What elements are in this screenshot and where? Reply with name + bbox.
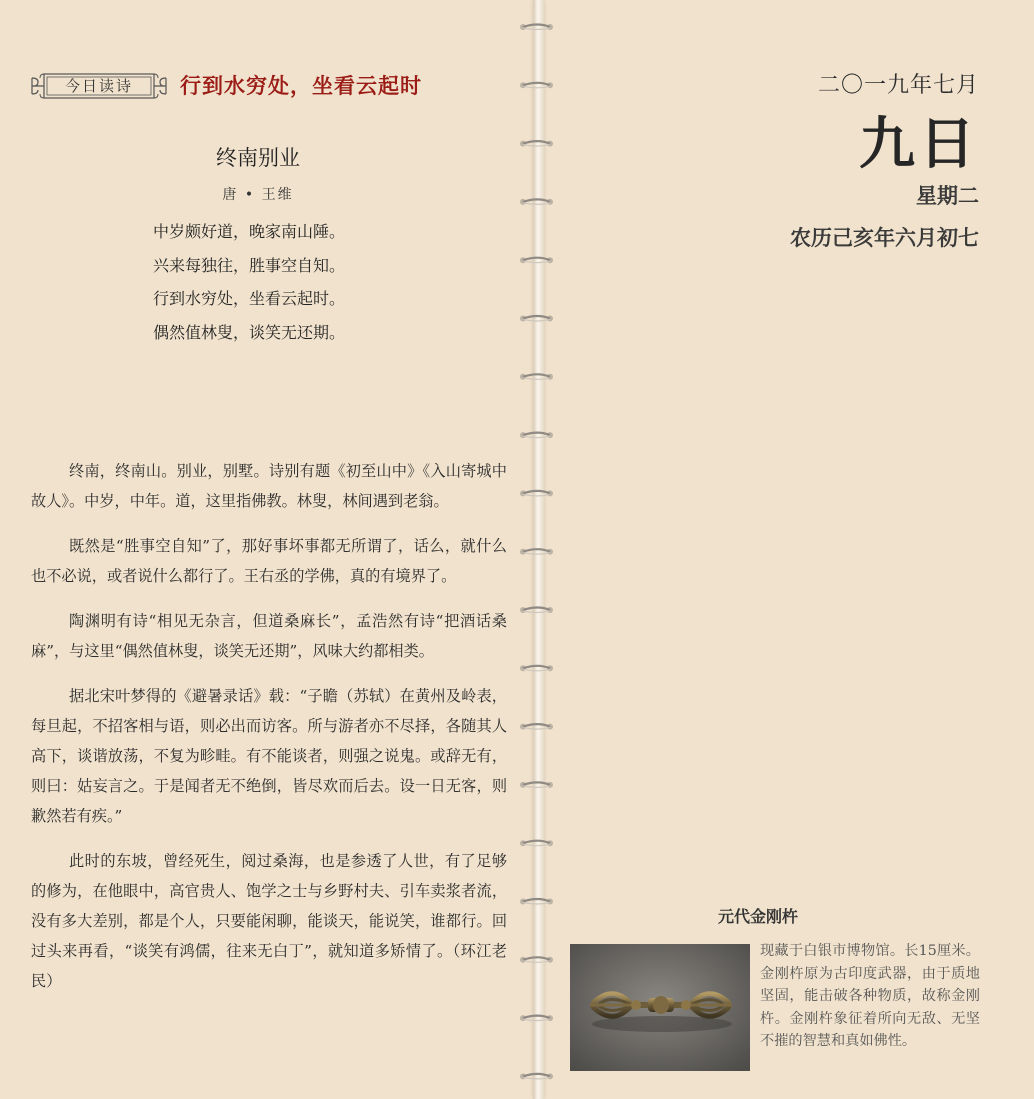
poem-author: 唐 • 王维 — [222, 187, 294, 203]
artifact-photo — [570, 944, 750, 1071]
commentary-paragraph: 既然是“胜事空自知”了，那好事坏事都无所谓了，话么，就什么也不必说，或者说什么都行了。王右丞的学佛，真的有境界了。 — [31, 537, 507, 585]
commentary-paragraph: 陶渊明有诗“相见无杂言，但道桑麻长”，孟浩然有诗“把酒话桑麻”，与这里“偶然值林叟，谈笑无还期”，风味大约都相类。 — [31, 612, 507, 660]
commentary-paragraph: 终南，终南山。别业，别墅。诗别有题《初至山中》《入山寄城中故人》。中岁，中年。道，这里指佛教。林叟，林间遇到老翁。 — [31, 462, 507, 510]
vajra-icon — [570, 944, 750, 1071]
today-poem-badge — [30, 68, 168, 104]
poem-line: 兴来每独往，胜事空自知。 — [153, 255, 346, 275]
commentary — [31, 456, 507, 1011]
poem-line: 行到水穷处，坐看云起时。 — [153, 289, 346, 308]
headline: 行到水穷处，坐看云起时 — [180, 74, 422, 98]
poem-line: 偶然值林叟，谈笑无还期。 — [153, 322, 346, 342]
poem-title: 终南别业 — [216, 146, 300, 170]
poem-line: 中岁颇好道，晚家南山陲。 — [153, 222, 346, 241]
badge-label: 今日读诗 — [64, 77, 133, 95]
page-binding — [533, 0, 544, 1099]
commentary-paragraph: 据北宋叶梦得的《避暑录话》载：“子瞻（苏轼）在黄州及岭表，每旦起，不招客相与语，则必出而访客。所与游者亦不尽择，各随其人高下，谈谐放荡，不复为畛畦。有不能谈者，则强之说鬼。或辞无有，则曰：姑妄言之。于是闻者无不绝倒，皆尽欢而后去。设一日无客，则歉然若有疾。” — [31, 687, 507, 825]
date-weekday: 星期二 — [916, 183, 979, 208]
poem-body — [153, 220, 345, 354]
commentary-paragraph: 此时的东坡，曾经死生，阅过桑海，也是参透了人世，有了足够的修为，在他眼中，高官贵人、饱学之士与乡野村夫、引车卖浆者流，没有多大差别，都是个人，只要能闲聊，能谈天，能说笑，谁都行。回过头来再看，“谈笑有鸿儒，往来无白丁”，就知道多矫情了。（环江老民） — [31, 852, 507, 990]
artifact-title: 元代金刚杵 — [718, 907, 799, 926]
date-year-month: 二〇一九年七月 — [817, 73, 979, 98]
date-lunar: 农历己亥年六月初七 — [790, 225, 979, 250]
artifact-description: 现藏于白银市博物馆。长15厘米。金刚杵原为古印度武器，由于质地坚固，能击破各种物质，故称金刚杵。金刚杵象征着所向无敌、无坚不摧的智慧和真如佛性。 — [760, 943, 980, 1049]
date-day: 九日 — [859, 111, 979, 177]
